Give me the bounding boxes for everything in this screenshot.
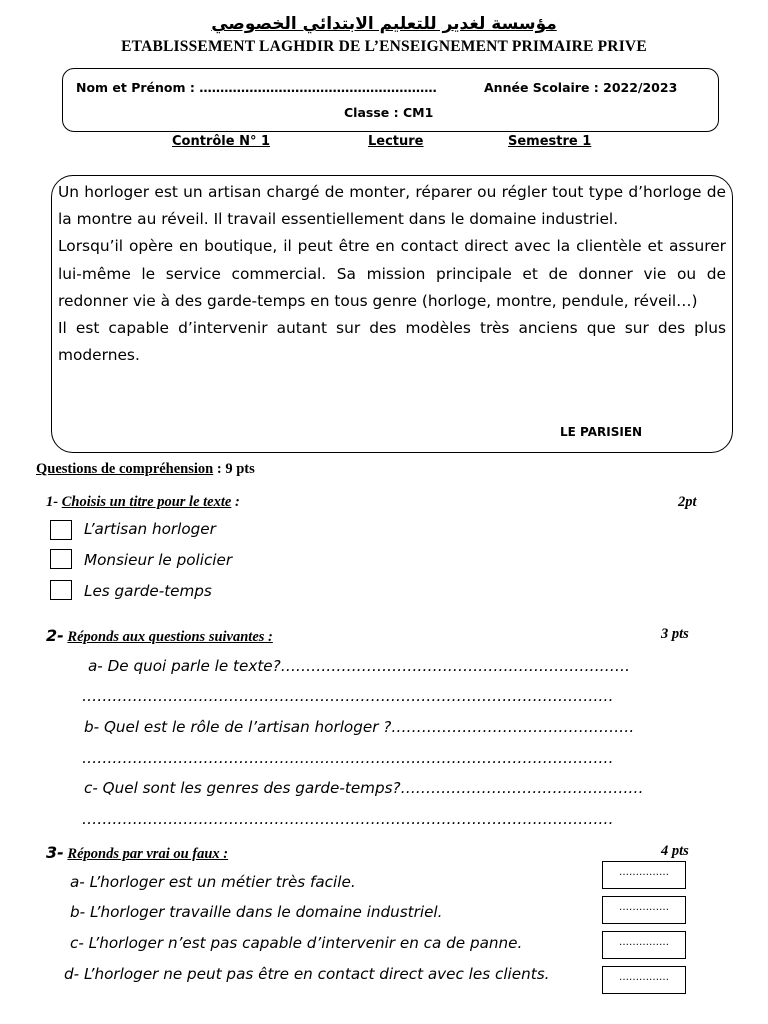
q2-answer-line[interactable]: ……………………………………………………………………………………………: [82, 749, 614, 767]
true-false-answer-box[interactable]: ……………: [602, 966, 686, 994]
q2-title: [46, 626, 273, 646]
q1-points: 2pt: [678, 494, 697, 510]
q3-title: [46, 843, 228, 863]
semester: Semestre 1: [508, 134, 592, 149]
passage-source: LE PARISIEN: [560, 425, 643, 439]
q1-colon: :: [231, 494, 240, 510]
school-year: Année Scolaire : 2022/2023: [484, 80, 678, 95]
q3-number: 3-: [46, 843, 64, 862]
questions-heading: [36, 461, 255, 478]
passage-paragraph-2: Lorsqu’il opère en boutique, il peut être en contact direct avec la clientèle et assurer lui-même le service commercial. Sa mission principale et de donner vie ou de redonner vie à des garde-temps en tous genre (horloge, montre, pendule, réveil…): [58, 237, 726, 310]
school-name: ETABLISSEMENT LAGHDIR DE L’ENSEIGNEMENT PRIMAIRE PRIVE: [121, 38, 647, 55]
passage-paragraph-3: Il est capable d’intervenir autant sur des modèles très anciens que sur des plus modernes.: [58, 319, 726, 365]
q3-statement-c: c- L’horloger n’est pas capable d’intervenir en ca de panne.: [70, 934, 523, 952]
questions-heading-label: Questions de compréhension: [36, 461, 214, 477]
true-false-answer-box[interactable]: ……………: [602, 861, 686, 889]
q2-answer-line[interactable]: ……………………………………………………………………………………………: [82, 810, 614, 828]
student-info-box: [62, 68, 719, 132]
q1-number: 1-: [46, 494, 59, 510]
q1-option-1: L’artisan horloger: [84, 520, 216, 538]
q1-option-3: Les garde-temps: [84, 582, 212, 600]
questions-total-points: : 9 pts: [213, 461, 255, 477]
name-field-label: Nom et Prénom : …………………………………………………: [76, 80, 437, 95]
q2-points: 3 pts: [661, 626, 689, 642]
q1-option-2: Monsieur le policier: [84, 551, 233, 569]
q2-question-c: c- Quel sont les genres des garde-temps?…………………………………………: [84, 779, 644, 797]
q2-label: Réponds aux questions suivantes :: [67, 629, 273, 645]
class-label: Classe : CM1: [344, 105, 434, 120]
subject: Lecture: [368, 134, 424, 149]
true-false-answer-box[interactable]: ……………: [602, 896, 686, 924]
control-number: Contrôle N° 1: [172, 134, 271, 149]
reading-passage: [58, 179, 726, 369]
q3-statement-d: d- L’horloger ne peut pas être en contact direct avec les clients.: [64, 965, 550, 983]
option-checkbox[interactable]: [50, 520, 72, 540]
q2-number: 2-: [46, 626, 64, 645]
option-checkbox[interactable]: [50, 580, 72, 600]
q3-points: 4 pts: [661, 843, 689, 859]
q1-label: Choisis un titre pour le texte: [61, 494, 232, 510]
arabic-school-title: مؤسسة لغدير للتعليم الابتدائي الخصوصي: [211, 14, 557, 34]
q3-label: Réponds par vrai ou faux :: [67, 846, 229, 862]
true-false-answer-box[interactable]: ……………: [602, 931, 686, 959]
q2-question-a: a- De quoi parle le texte?……………………………………………………………: [88, 657, 631, 675]
option-checkbox[interactable]: [50, 549, 72, 569]
q1-title: [46, 494, 240, 511]
q2-question-b: b- Quel est le rôle de l’artisan horloger ?…………………………………………: [84, 718, 635, 736]
passage-paragraph-1: Un horloger est un artisan chargé de monter, réparer ou régler tout type d’horloge de la montre au réveil. Il travail essentiellement dans le domaine industriel.: [58, 183, 726, 229]
q3-statement-b: b- L’horloger travaille dans le domaine industriel.: [70, 903, 443, 921]
q2-answer-line[interactable]: ……………………………………………………………………………………………: [82, 687, 614, 705]
q3-statement-a: a- L’horloger est un métier très facile.: [70, 873, 356, 891]
